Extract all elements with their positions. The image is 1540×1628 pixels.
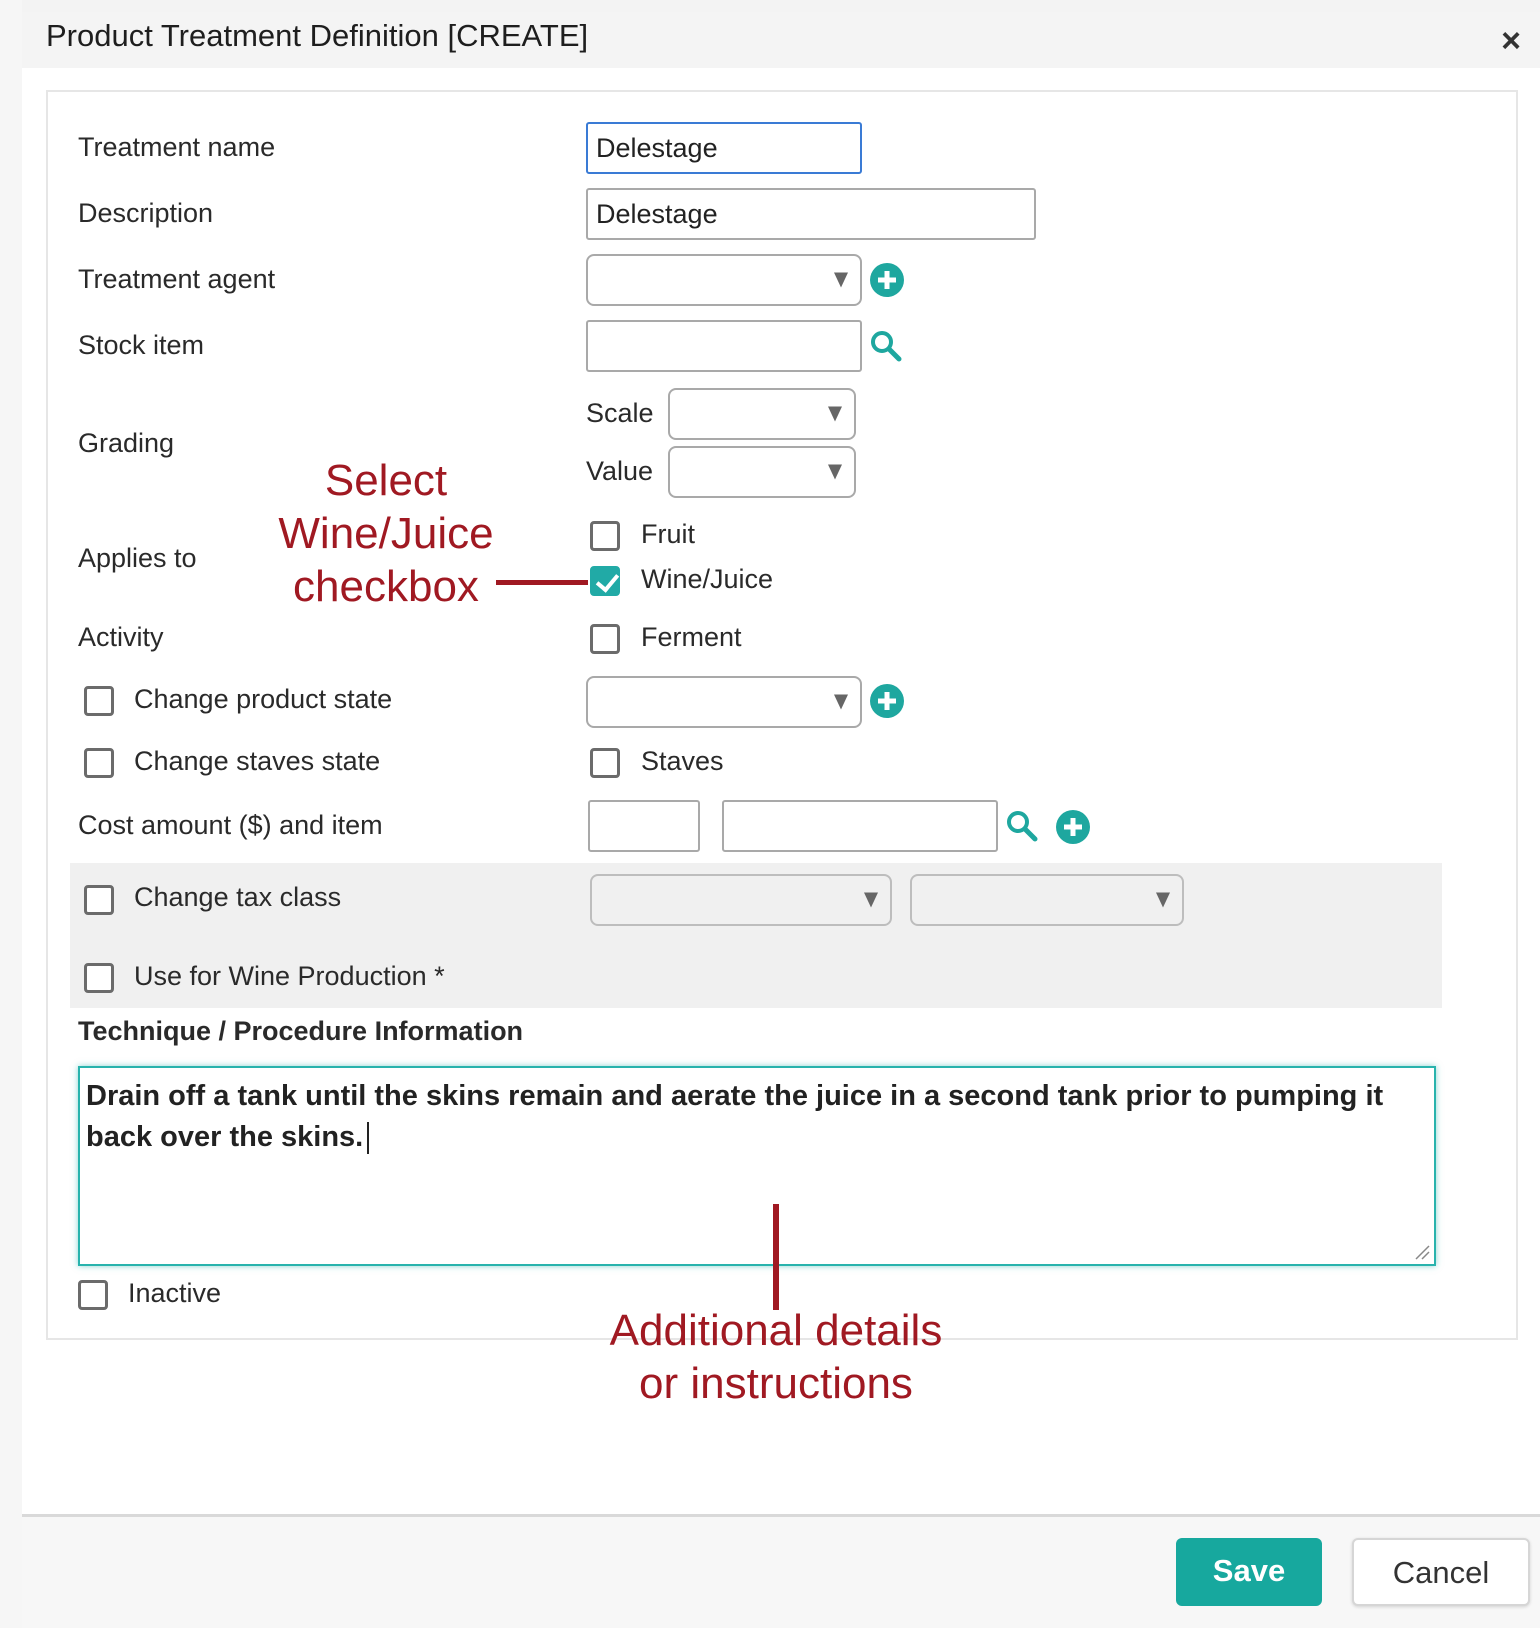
wine-juice-label: Wine/Juice	[641, 564, 774, 594]
grading-label: Grading	[78, 428, 175, 458]
chevron-down-icon	[834, 273, 848, 288]
use-for-wine-production-checkbox[interactable]	[84, 963, 114, 993]
staves-label: Staves	[641, 746, 724, 776]
annotation-details-line2: or instructions	[639, 1359, 913, 1408]
tax-class-select-2[interactable]	[910, 874, 1184, 926]
chevron-down-icon	[1156, 893, 1170, 908]
dialog-title: Product Treatment Definition [CREATE]	[46, 18, 589, 53]
resize-handle-icon[interactable]	[1412, 1242, 1430, 1260]
applies-to-label: Applies to	[78, 543, 197, 573]
stock-item-label: Stock item	[78, 330, 205, 360]
treatment-agent-label: Treatment agent	[78, 264, 276, 294]
use-for-wine-production-label: Use for Wine Production *	[134, 961, 445, 991]
change-tax-class-checkbox[interactable]	[84, 885, 114, 915]
change-staves-state-checkbox[interactable]	[84, 748, 114, 778]
annotation-wine-juice-line3: checkbox	[293, 562, 479, 611]
inactive-checkbox[interactable]	[78, 1280, 108, 1310]
staves-checkbox[interactable]	[590, 748, 620, 778]
ferment-checkbox[interactable]	[590, 624, 620, 654]
text-caret	[367, 1122, 369, 1154]
annotation-wine-juice	[236, 454, 536, 613]
product-state-select[interactable]	[586, 676, 862, 728]
top-strip	[0, 0, 1540, 12]
cost-item-input[interactable]	[722, 800, 998, 852]
annotation-details-line1: Additional details	[609, 1306, 943, 1355]
technique-label: Technique / Procedure Information	[78, 1016, 524, 1046]
chevron-down-icon	[834, 695, 848, 710]
change-tax-class-label: Change tax class	[134, 882, 342, 912]
technique-text: Drain off a tank until the skins remain and aerate the juice in a second tank prior to pumping it back over the skins.	[86, 1080, 1384, 1153]
annotation-pointer-line	[496, 580, 588, 585]
chevron-down-icon	[864, 893, 878, 908]
chevron-down-icon	[828, 407, 842, 422]
activity-label: Activity	[78, 622, 164, 652]
annotation-details	[576, 1304, 976, 1410]
add-cost-item-plus-icon[interactable]	[1056, 810, 1090, 844]
change-product-state-label: Change product state	[134, 684, 393, 714]
grading-scale-label: Scale	[586, 398, 654, 428]
stock-item-input[interactable]	[586, 320, 862, 372]
save-button[interactable]: Save	[1176, 1538, 1322, 1606]
annotation-details-pointer-line	[773, 1204, 779, 1310]
treatment-name-label: Treatment name	[78, 132, 276, 162]
chevron-down-icon	[828, 465, 842, 480]
description-input[interactable]: Delestage	[586, 188, 1036, 240]
cost-amount-label: Cost amount ($) and item	[78, 810, 383, 840]
annotation-wine-juice-line1: Select	[324, 456, 448, 505]
description-label: Description	[78, 198, 214, 228]
technique-textarea[interactable]	[78, 1066, 1436, 1266]
treatment-name-input[interactable]: Delestage	[586, 122, 862, 174]
add-treatment-agent-plus-icon[interactable]	[870, 263, 904, 297]
annotation-wine-juice-line2: Wine/Juice	[278, 509, 494, 558]
stock-item-search-icon[interactable]	[868, 328, 902, 362]
change-staves-state-label: Change staves state	[134, 746, 381, 776]
tax-class-select-1[interactable]	[590, 874, 892, 926]
change-product-state-checkbox[interactable]	[84, 686, 114, 716]
grading-value-label: Value	[586, 456, 654, 486]
grading-value-select[interactable]	[668, 446, 856, 498]
ferment-label: Ferment	[641, 622, 742, 652]
fruit-label: Fruit	[641, 519, 695, 549]
fruit-checkbox[interactable]	[590, 521, 620, 551]
treatment-agent-select[interactable]	[586, 254, 862, 306]
inactive-label: Inactive	[128, 1278, 222, 1308]
grading-scale-select[interactable]	[668, 388, 856, 440]
add-product-state-plus-icon[interactable]	[870, 684, 904, 718]
wine-juice-checkbox[interactable]	[590, 566, 620, 596]
cost-amount-input[interactable]	[588, 800, 700, 852]
cancel-button[interactable]: Cancel	[1352, 1538, 1530, 1606]
close-icon[interactable]: ×	[1501, 22, 1521, 60]
cost-item-search-icon[interactable]	[1004, 808, 1038, 842]
left-strip	[0, 0, 22, 1628]
